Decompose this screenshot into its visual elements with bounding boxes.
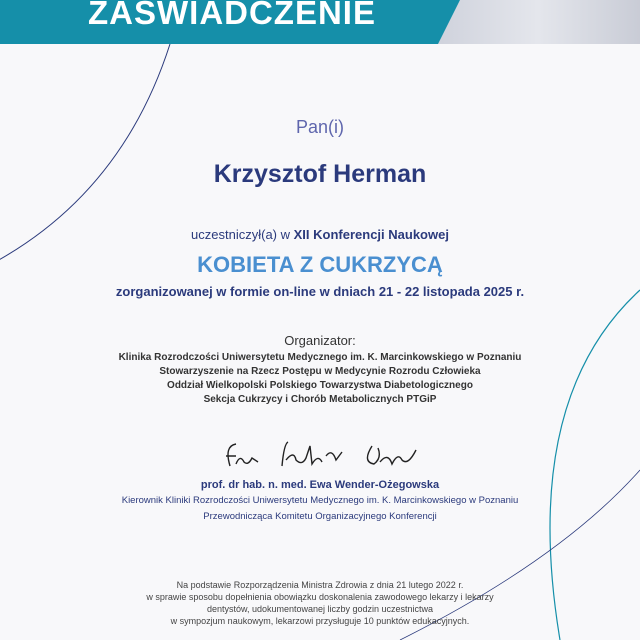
participation-prefix: uczestniczył(a) w (191, 227, 294, 242)
organizer-line: Stowarzyszenie na Rzecz Postępu w Medycynie Rozrodu Człowieka (159, 366, 481, 377)
organizer-label: Organizator: (284, 333, 356, 348)
organizer-list (0, 351, 640, 407)
signatory-role: Kierownik Kliniki Rozrodczości Uniwersytetu Medycznego im. K. Marcinkowskiego w Poznaniu (121, 495, 519, 506)
header-photo (436, 0, 640, 44)
footer-note (0, 579, 640, 627)
organizer-line: Oddział Wielkopolski Polskiego Towarzystwa Diabetologicznego (167, 380, 473, 391)
salutation: Pan(i) (295, 117, 344, 137)
signature (222, 436, 422, 476)
footer-line: Na podstawie Rozporządzenia Ministra Zdrowia z dnia 21 lutego 2022 r. (176, 580, 464, 590)
recipient-name: Krzysztof Herman (213, 160, 427, 188)
signatory-name: prof. dr hab. n. med. Ewa Wender-Ożegowska (200, 479, 440, 491)
conference-name: XII Konferencji Naukowej (293, 227, 449, 242)
event-details: zorganizowanej w formie on-line w dniach 21 - 22 listopada 2025 r. (115, 284, 525, 299)
footer-line: w sprawie sposobu dopełnienia obowiązku doskonalenia zawodowego lekarzy i lekarzy (146, 592, 494, 602)
organizer-line: Sekcja Cukrzycy i Chorób Metabolicznych PTGiP (203, 394, 437, 405)
signatory-role: Przewodnicząca Komitetu Organizacyjnego Konferencji (203, 511, 437, 522)
footer-line: w sympozjum naukowym, lekarzowi przysługuje 10 punktów edukacyjnych. (170, 616, 470, 626)
footer-line: dentystów, udokumentowanej liczby godzin uczestnictwa (206, 604, 434, 614)
organizer-line: Klinika Rozrodczości Uniwersytetu Medycznego im. K. Marcinkowskiego w Poznaniu (118, 352, 522, 363)
event-title: KOBIETA Z CUKRZYCĄ (197, 252, 443, 277)
certificate-title: ZASWIADCZENIE (88, 0, 376, 31)
participation-line (0, 227, 640, 242)
